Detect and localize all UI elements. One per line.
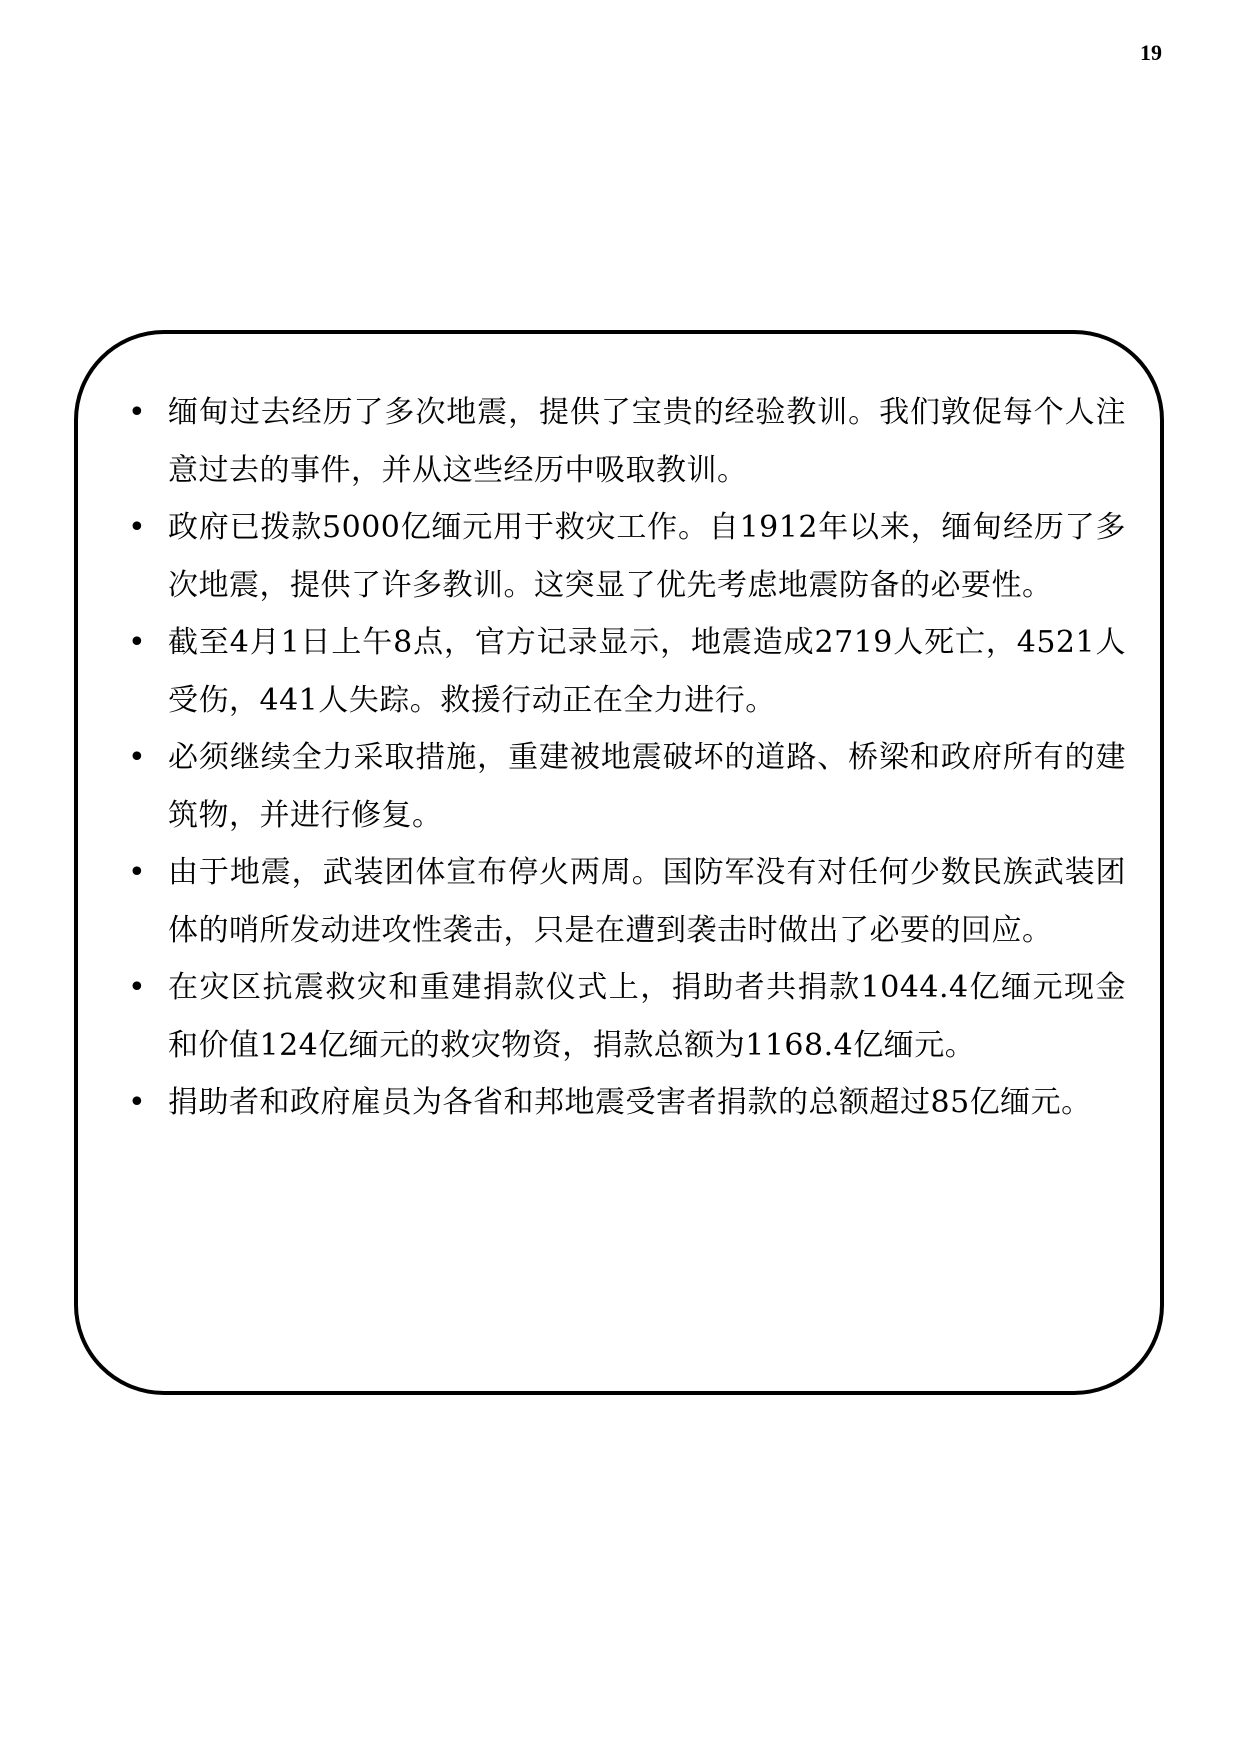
bullet-icon: •: [128, 970, 146, 1005]
bullet-icon: •: [128, 625, 146, 660]
list-item-text: 捐助者和政府雇员为各省和邦地震受害者捐款的总额超过85亿缅元。: [168, 1085, 1092, 1120]
bullet-icon: •: [128, 510, 146, 545]
list-item-text: 缅甸过去经历了多次地震，提供了宝贵的经验教训。我们敦促每个人注意过去的事件，并从这些经历中吸取教训。: [168, 395, 1126, 488]
list-item: [126, 959, 1126, 1074]
list-item: [126, 1074, 1126, 1132]
bullet-icon: •: [128, 855, 146, 890]
page-number: 19: [1140, 40, 1162, 65]
list-item-text: 截至4月1日上午8点，官方记录显示，地震造成2719人死亡，4521人受伤，441人失踪。救援行动正在全力进行。: [168, 625, 1126, 718]
list-item-text: 必须继续全力采取措施，重建被地震破坏的道路、桥梁和政府所有的建筑物，并进行修复。: [168, 740, 1126, 833]
list-item: [126, 729, 1126, 844]
list-item: [126, 614, 1126, 729]
list-item: [126, 844, 1126, 959]
list-item-text: 在灾区抗震救灾和重建捐款仪式上，捐助者共捐款1044.4亿缅元现金和价值124亿缅元的救灾物资，捐款总额为1168.4亿缅元。: [168, 970, 1126, 1063]
list-item: [126, 499, 1126, 614]
list-item-text: 政府已拨款5000亿缅元用于救灾工作。自1912年以来，缅甸经历了多次地震，提供了许多教训。这突显了优先考虑地震防备的必要性。: [168, 510, 1126, 603]
bullet-icon: •: [128, 395, 146, 430]
bullet-list: [126, 384, 1126, 1132]
list-item: [126, 384, 1126, 499]
list-item-text: 由于地震，武装团体宣布停火两周。国防军没有对任何少数民族武装团体的哨所发动进攻性袭击，只是在遭到袭击时做出了必要的回应。: [168, 855, 1126, 948]
rounded-text-box: [74, 330, 1164, 1395]
bullet-icon: •: [128, 740, 146, 775]
bullet-icon: •: [128, 1085, 146, 1120]
